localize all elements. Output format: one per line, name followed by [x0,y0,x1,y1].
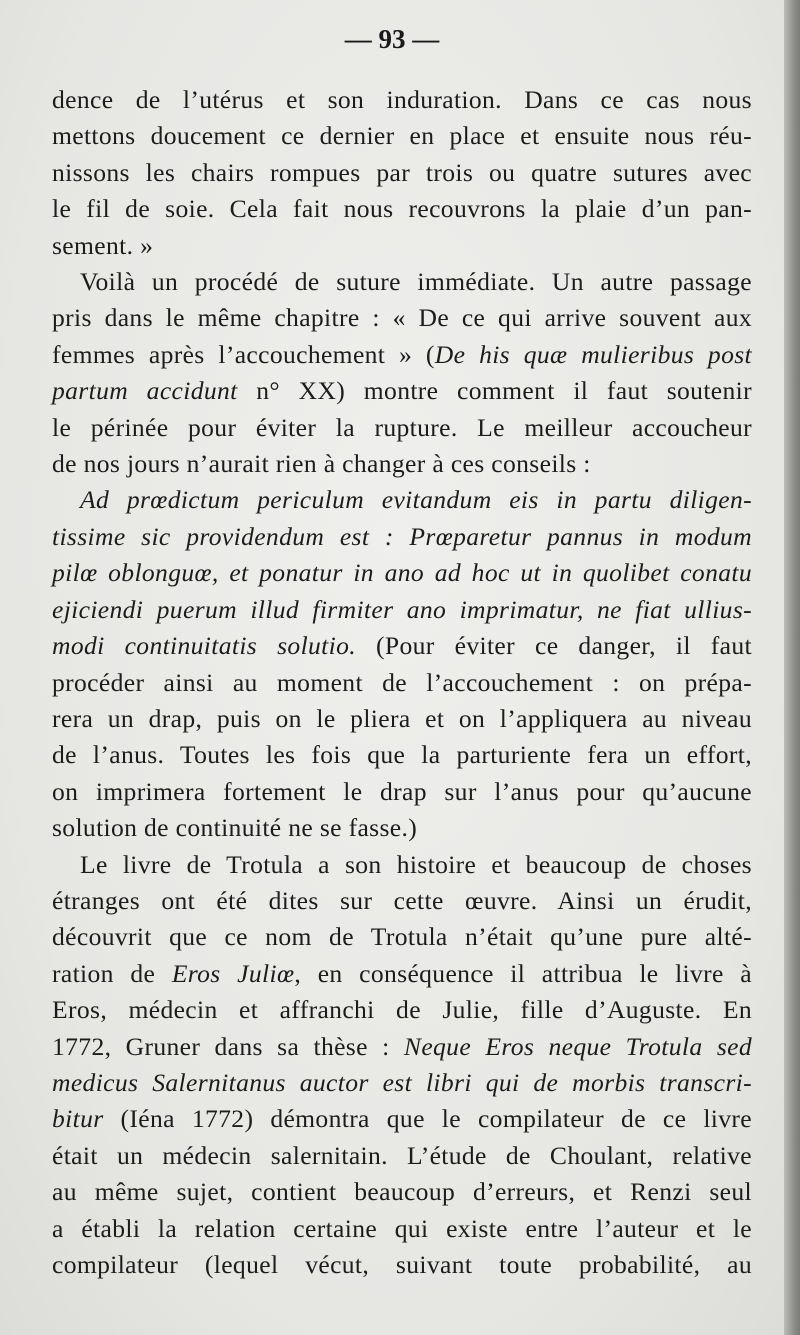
text-line [52,1029,752,1065]
roman-text: 1772, Gruner dans sa thèse : [52,1031,404,1061]
text-line: tissime sic providendum est : Prœparetur pannus in modum [52,521,752,551]
text-line: Ad prœdictum periculum evitandum eis in partu diligen- [80,485,752,515]
text-line: medicus Salernitanus auctor est libri qui de morbis transcri- [52,1067,752,1097]
text-line: rera un drap, puis on le pliera et on l’appliquera au niveau [52,703,752,733]
text-line: découvrit que ce nom de Trotula n’était qu’une pure alté- [52,922,752,952]
body-text [52,82,752,1283]
italic-text: partum accidunt [52,376,238,406]
page-edge-shadow [784,0,800,1335]
text-line: Voilà un procédé de suture immédiate. Un autre passage [80,267,752,297]
roman-text: ration de [52,958,172,988]
text-line: sement. » [52,230,154,260]
text-line: compilateur (lequel vécut, suivant toute probabilité, au [52,1250,752,1279]
text-line [52,628,752,664]
italic-text: Neque Eros neque Trotula sed [403,1031,752,1061]
text-line: étranges ont été dites sur cette œuvre. Ainsi un érudit, [52,885,752,915]
text-line: pris dans le même chapitre : « De ce qui arrive souvent aux [52,303,752,333]
roman-text: (Pour éviter ce danger, il faut [356,631,752,661]
text-line: pilœ oblonguœ, et ponatur in ano ad hoc ut in quolibet conatu [52,558,752,588]
text-line: nissons les chairs rompues par trois ou quatre sutures avec [52,157,752,187]
text-line: le périnée pour éviter la rupture. Le meilleur accoucheur [52,412,752,442]
text-line: mettons doucement ce dernier en place et ensuite nous réu- [52,121,752,151]
roman-text: n° XX) montre comment il faut soutenir [237,376,752,406]
page-number: — 93 — [344,24,440,54]
italic-text: bitur [52,1104,104,1134]
text-line: le fil de soie. Cela fait nous recouvrons la plaie d’un pan- [52,194,752,224]
text-line: Eros, médecin et affranchi de Julie, fille d’Auguste. En [52,995,752,1025]
roman-text: , en conséquence il attribua le livre à [294,958,753,988]
text-line: dence de l’utérus et son induration. Dans ce cas nous [52,85,752,114]
text-line: était un médecin salernitain. L’étude de Choulant, relative [52,1140,752,1170]
text-line: au même sujet, contient beaucoup d’erreurs, et Renzi seul [52,1177,752,1207]
text-line: ejiciendi puerum illud firmiter ano imprimatur, ne fiat ullius- [52,594,752,624]
text-line [52,956,752,992]
text-line [52,337,752,373]
text-line: de nos jours n’aurait rien à changer à ces conseils : [52,449,591,479]
text-line: solution de continuité ne se fasse.) [52,813,418,843]
text-line: de l’anus. Toutes les fois que la parturiente fera un effort, [52,740,752,770]
italic-text: Eros Juliœ [171,958,295,988]
italic-text: modi continuitatis solutio. [52,631,356,661]
text-line: on imprimera fortement le drap sur l’anus pour qu’aucune [52,776,752,806]
text-line: procéder ainsi au moment de l’accouchement : on prépa- [52,667,752,697]
text-line: a établi la relation certaine qui existe entre l’auteur et le [52,1213,752,1243]
roman-text: (Iéna 1772) démontra que le compilateur de ce livre [103,1104,752,1134]
text-line [52,373,752,409]
roman-text: femmes après l’accouchement » ( [52,339,435,369]
text-line: Le livre de Trotula a son histoire et beaucoup de choses [80,849,752,879]
text-line [52,1101,752,1137]
italic-text: De his quæ mulieribus post [434,339,752,369]
